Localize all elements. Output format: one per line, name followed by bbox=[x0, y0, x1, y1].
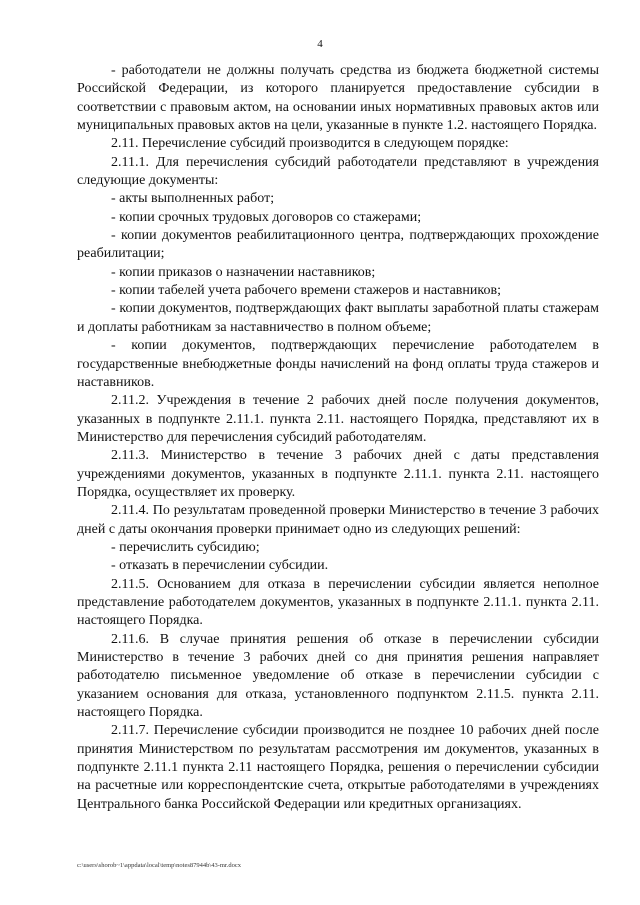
paragraph-2-11-2: 2.11.2. Учреждения в течение 2 рабочих дней после получения документов, указанных в подпункте 2.11.1. пункта 2.11. настоящего Порядка, представляют их в Министерство для перечисления субсидий работодателям. bbox=[77, 393, 599, 445]
paragraph-2-11: 2.11. Перечисление субсидий производится в следующем порядке: bbox=[111, 136, 509, 152]
page-number: 4 bbox=[317, 38, 323, 50]
paragraph-2-11-4: 2.11.4. По результатам проведенной проверки Министерство в течение 3 рабочих дней с даты окончания проверки принимает одно из следующих решений: bbox=[77, 503, 599, 537]
list-item-acts: - акты выполненных работ; bbox=[111, 191, 275, 207]
document-body bbox=[77, 62, 599, 814]
list-item-fund-docs: - копии документов, подтверждающих перечисление работодателем в государственные внебюджетные фонды начислений на фонд оплаты труда стажеров и наставников. bbox=[77, 338, 599, 390]
paragraph-2-11-3: 2.11.3. Министерство в течение 3 рабочих дней с даты представления учреждениями документов, указанных в подпункте 2.11.1. пункта 2.11. настоящего Порядка, осуществляет их проверку. bbox=[77, 448, 599, 500]
paragraph-employer-budget-condition: - работодатели не должны получать средства из бюджета бюджетной системы Российской Федерации, из которого планируется предоставление субсидии в соответствии с правовым актом, на основании иных нормативных правовых актов или муниципальных правовых актов на цели, указанные в пункте 1.2. настоящего Порядка. bbox=[77, 63, 599, 134]
list-item-mentor-orders: - копии приказов о назначении наставников; bbox=[111, 264, 376, 280]
paragraph-2-11-7: 2.11.7. Перечисление субсидии производится не позднее 10 рабочих дней после принятия Министерством по результатам рассмотрения им документов, указанных в подпункте 2.11.1 пункта 2.11 настоящего Порядка, решения о перечислении субсидии на расчетные или корреспондентские счета, открытые работодателями в учреждениях Центрального банка Российской Федерации или кредитных организациях. bbox=[77, 723, 599, 812]
list-item-contracts: - копии срочных трудовых договоров со стажерами; bbox=[111, 209, 422, 225]
list-item-timesheets: - копии табелей учета рабочего времени стажеров и наставников; bbox=[111, 283, 501, 299]
paragraph-2-11-1: 2.11.1. Для перечисления субсидий работодатели представляют в учреждения следующие документы: bbox=[77, 154, 599, 189]
paragraph-2-11-6: 2.11.6. В случае принятия решения об отказе в перечислении субсидии Министерство в течение 3 рабочих дней со дня принятия решения направляет работодателю письменное уведомление об отказе в перечислении субсидии с указанием основания для отказа, установленного подпунктом 2.11.5. пункта 2.11. настоящего Порядка. bbox=[77, 631, 599, 721]
list-item-transfer: - перечислить субсидию; bbox=[111, 539, 260, 555]
list-item-salary-docs: - копии документов, подтверждающих факт выплаты заработной платы стажерам и доплаты работникам за наставничество в полном объеме; bbox=[77, 301, 599, 335]
footer-file-path: c:\users\shorob~1\appdata\local\temp\notes87944b\43-mr.docx bbox=[77, 862, 241, 869]
list-item-rehab-docs: - копии документов реабилитационного центра, подтверждающих прохождение реабилитации; bbox=[77, 228, 599, 262]
paragraph-2-11-5: 2.11.5. Основанием для отказа в перечислении субсидии является неполное представление работодателем документов, указанных в подпункте 2.11.1. пункта 2.11. настоящего Порядка. bbox=[77, 576, 599, 629]
list-item-refuse: - отказать в перечислении субсидии. bbox=[111, 558, 329, 574]
